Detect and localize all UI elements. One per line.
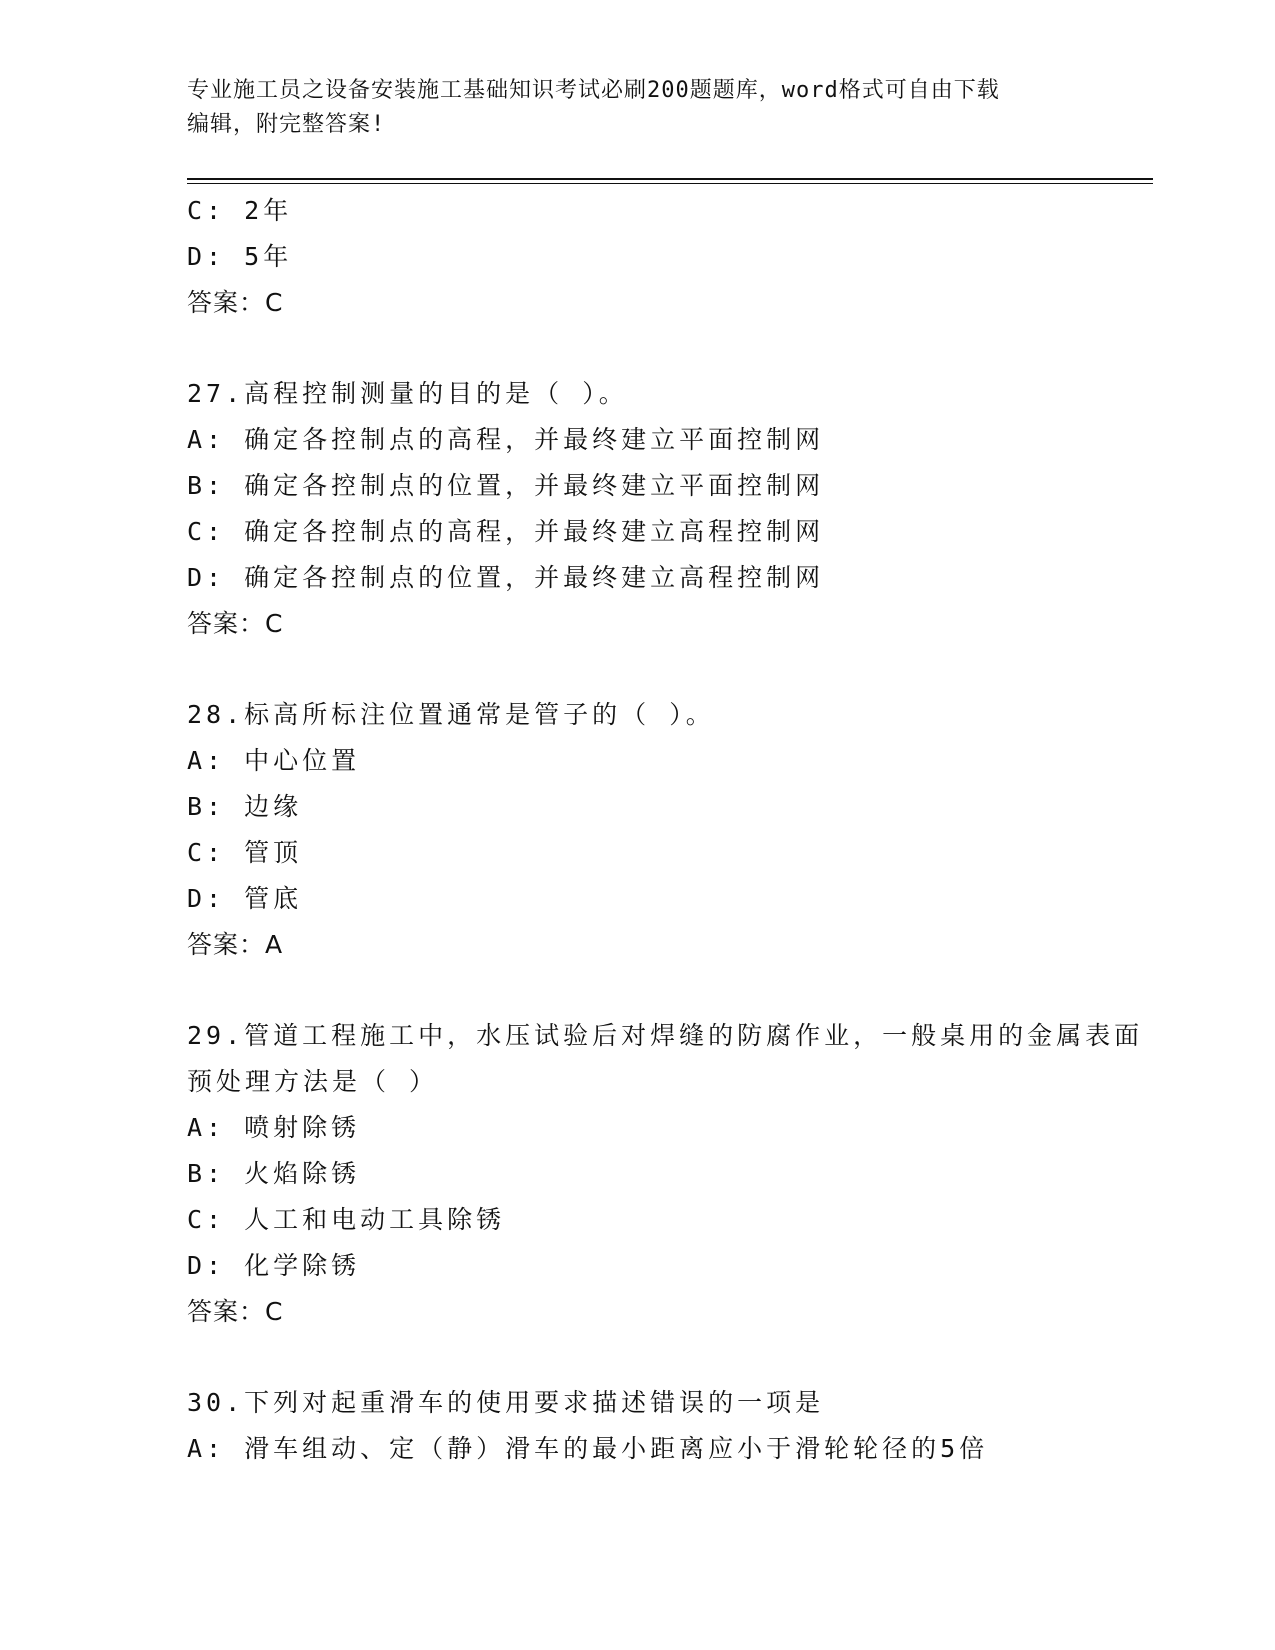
option-d: D: 5年 (187, 242, 293, 271)
option-a: A: 确定各控制点的高程，并最终建立平面控制网 (187, 425, 825, 454)
document-header (187, 74, 1087, 142)
option-c: C: 管顶 (187, 838, 303, 867)
answer: 答案：C (187, 609, 284, 638)
header-rule-thin (187, 183, 1153, 184)
document-body (187, 188, 1153, 1472)
option-d: D: 化学除锈 (187, 1251, 361, 1280)
option-d: D: 确定各控制点的位置，并最终建立高程控制网 (187, 563, 825, 592)
header-line-2: 编辑，附完整答案! (187, 112, 386, 137)
question-28 (187, 692, 1153, 968)
option-a: A: 滑车组动、定（静）滑车的最小距离应小于滑轮轮径的5倍 (187, 1434, 989, 1463)
header-line-1: 专业施工员之设备安装施工基础知识考试必刷200题题库，word格式可自由下载 (187, 78, 1000, 103)
option-a: A: 中心位置 (187, 746, 361, 775)
option-c: C: 2年 (187, 196, 293, 225)
question-text: 29.管道工程施工中，水压试验后对焊缝的防腐作业，一般桌用的金属表面预处理方法是（ ） (187, 1021, 1144, 1096)
question-text: 30.下列对起重滑车的使用要求描述错误的一项是 (187, 1388, 825, 1417)
answer: 答案：A (187, 930, 284, 959)
answer: 答案：C (187, 288, 284, 317)
option-b: B: 边缘 (187, 792, 303, 821)
question-29 (187, 1013, 1153, 1335)
header-rule-thick (187, 178, 1153, 180)
option-b: B: 确定各控制点的位置，并最终建立平面控制网 (187, 471, 825, 500)
partial-question (187, 188, 1153, 326)
question-text: 28.标高所标注位置通常是管子的（ ）。 (187, 700, 715, 729)
option-b: B: 火焰除锈 (187, 1159, 361, 1188)
option-c: C: 人工和电动工具除锈 (187, 1205, 506, 1234)
option-d: D: 管底 (187, 884, 303, 913)
question-27 (187, 371, 1153, 647)
option-c: C: 确定各控制点的高程，并最终建立高程控制网 (187, 517, 825, 546)
answer: 答案：C (187, 1297, 284, 1326)
question-30 (187, 1380, 1153, 1472)
option-a: A: 喷射除锈 (187, 1113, 361, 1142)
question-text: 27.高程控制测量的目的是（ ）。 (187, 379, 628, 408)
